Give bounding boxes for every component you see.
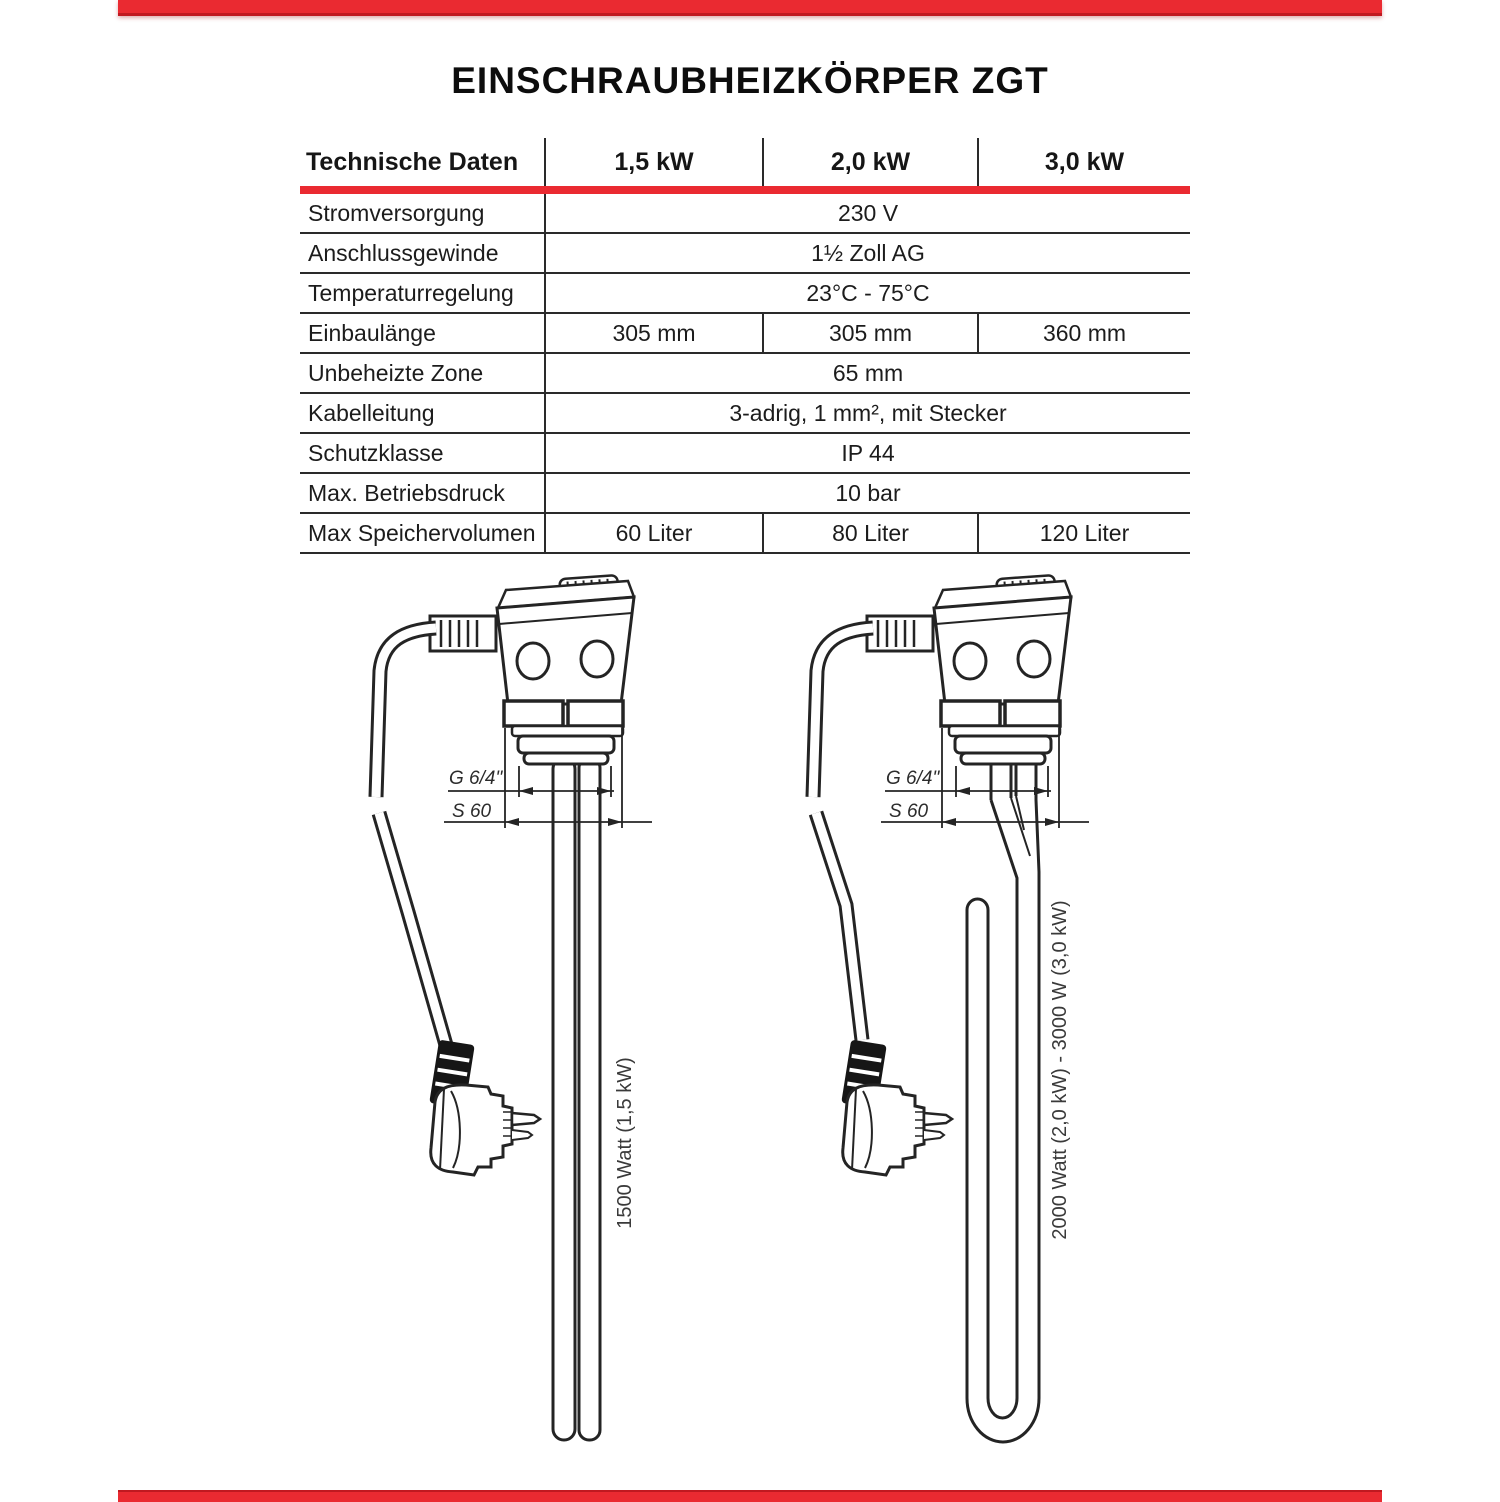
thread-dimension-label: G 6/4" — [449, 768, 503, 789]
right-plug-assembly — [841, 1040, 952, 1175]
column-header: 1,5 kW — [545, 138, 763, 190]
spec-value: 305 mm — [545, 313, 763, 353]
spec-label: Max Speichervolumen — [300, 513, 545, 553]
spec-value: 360 mm — [978, 313, 1190, 353]
power-rating-label: 2000 Watt (2,0 kW) - 3000 W (3,0 kW) — [1049, 900, 1071, 1240]
page-title: EINSCHRAUBHEIZKÖRPER ZGT — [451, 60, 1049, 101]
left-plug-assembly — [429, 1040, 540, 1175]
spec-label: Temperaturregelung — [300, 273, 545, 313]
left-head-assembly — [430, 575, 652, 828]
spec-value: 23°C - 75°C — [545, 273, 1190, 313]
spec-label: Unbeheizte Zone — [300, 353, 545, 393]
right-heater-diagram — [813, 575, 1089, 1442]
spec-value: 10 bar — [545, 473, 1190, 513]
left-heater-diagram — [376, 575, 652, 1440]
spec-value: 65 mm — [545, 353, 1190, 393]
column-header: 2,0 kW — [763, 138, 978, 190]
spec-label: Kabelleitung — [300, 393, 545, 433]
thread-dimension-label: G 6/4" — [886, 768, 940, 789]
right-head-assembly — [867, 575, 1089, 828]
spec-value: 60 Liter — [545, 513, 763, 553]
column-header: 3,0 kW — [978, 138, 1190, 190]
right-power-cable-upper — [813, 628, 873, 797]
spec-value: IP 44 — [545, 433, 1190, 473]
wrench-dimension-label: S 60 — [452, 801, 492, 822]
power-rating-label: 1500 Watt (1,5 kW) — [614, 1057, 636, 1229]
spec-value: 1½ Zoll AG — [545, 233, 1190, 273]
left-power-cable-lower — [379, 813, 446, 1045]
heating-rod-straight — [553, 758, 600, 1440]
heating-rod-loop — [967, 758, 1039, 1442]
spec-value: 80 Liter — [763, 513, 978, 553]
left-power-cable-upper — [376, 628, 436, 797]
spec-value: 120 Liter — [978, 513, 1190, 553]
right-power-cable-lower — [816, 813, 862, 1040]
spec-value: 3-adrig, 1 mm², mit Stecker — [545, 393, 1190, 433]
spec-label: Max. Betriebsdruck — [300, 473, 545, 513]
spec-value: 305 mm — [763, 313, 978, 353]
spec-value: 230 V — [545, 190, 1190, 233]
spec-label: Schutzklasse — [300, 433, 545, 473]
spec-label: Anschlussgewinde — [300, 233, 545, 273]
spec-label: Einbaulänge — [300, 313, 545, 353]
wrench-dimension-label: S 60 — [889, 801, 929, 822]
spec-label: Stromversorgung — [300, 190, 545, 233]
column-header: Technische Daten — [300, 138, 545, 190]
